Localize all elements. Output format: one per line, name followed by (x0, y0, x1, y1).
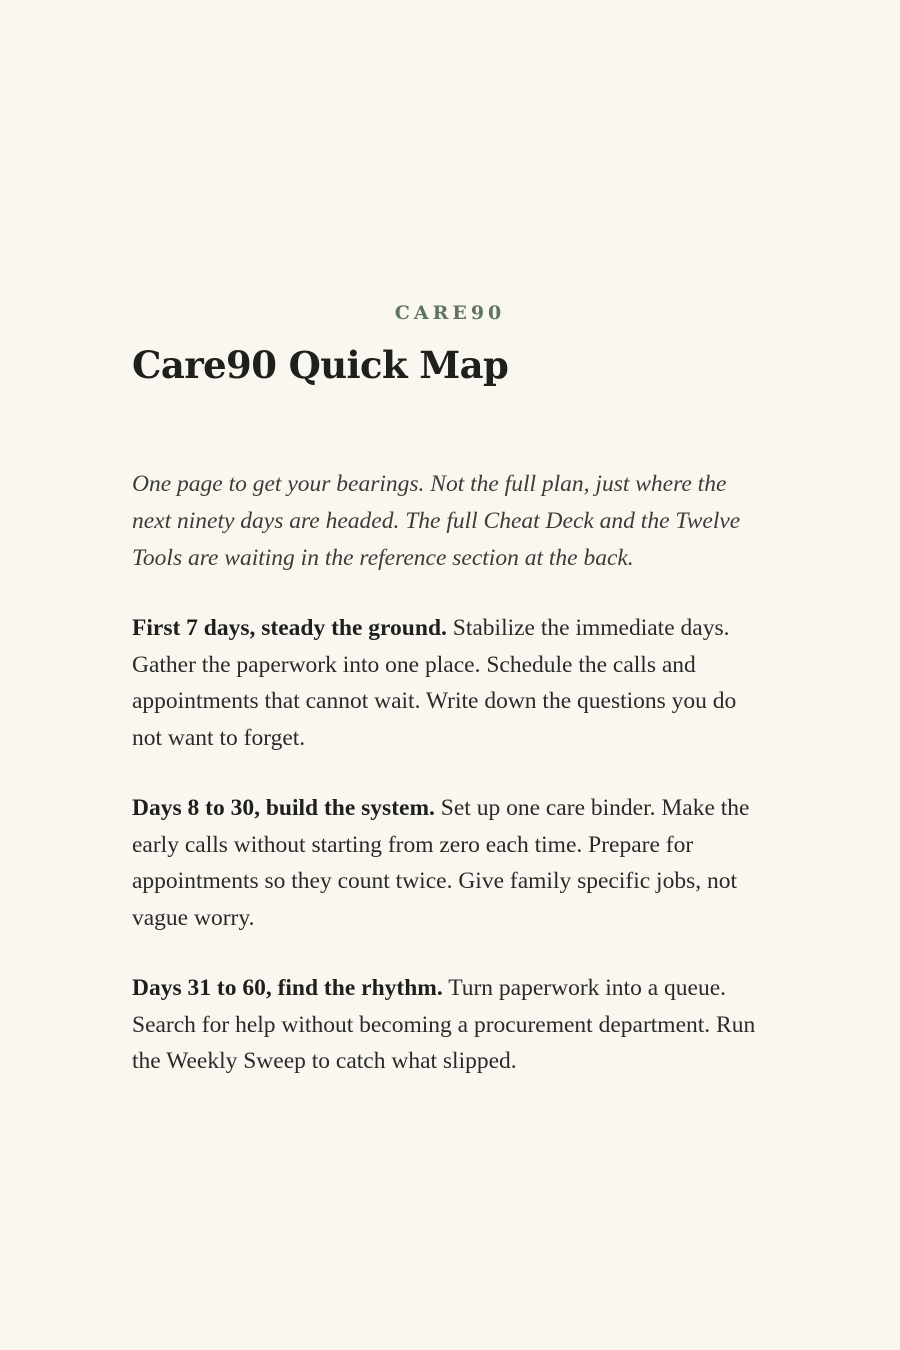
phase-lead: First 7 days, steady the ground. (132, 615, 447, 641)
phase-lead: Days 31 to 60, find the rhythm. (132, 975, 443, 1001)
brand-eyebrow: CARE90 (394, 302, 506, 324)
phase-days-8-to-30 (132, 790, 772, 937)
phase-body: Stabilize the immediate days. Gather the paperwork into one place. Schedule the calls and appointments that cannot wait. Write down the questions you do not want to forget. (132, 615, 737, 752)
phase-body: Set up one care binder. Make the early calls without starting from zero each time. Prepare for appointments so they count twice. Give family specific jobs, not vague worry. (132, 795, 750, 932)
page-title: Care90 Quick Map (132, 343, 509, 387)
phase-lead: Days 8 to 30, build the system. (132, 795, 435, 821)
phase-days-31-to-60 (132, 970, 772, 1080)
intro-paragraph: One page to get your bearings. Not the full plan, just where the next ninety days are headed. The full Cheat Deck and the Twelve Tools are waiting in the reference section at the back. (132, 471, 741, 571)
phase-first-7-days (132, 610, 772, 757)
phase-body: Turn paperwork into a queue. Search for help without becoming a procurement department. Run the Weekly Sweep to catch what slipped. (132, 975, 756, 1075)
